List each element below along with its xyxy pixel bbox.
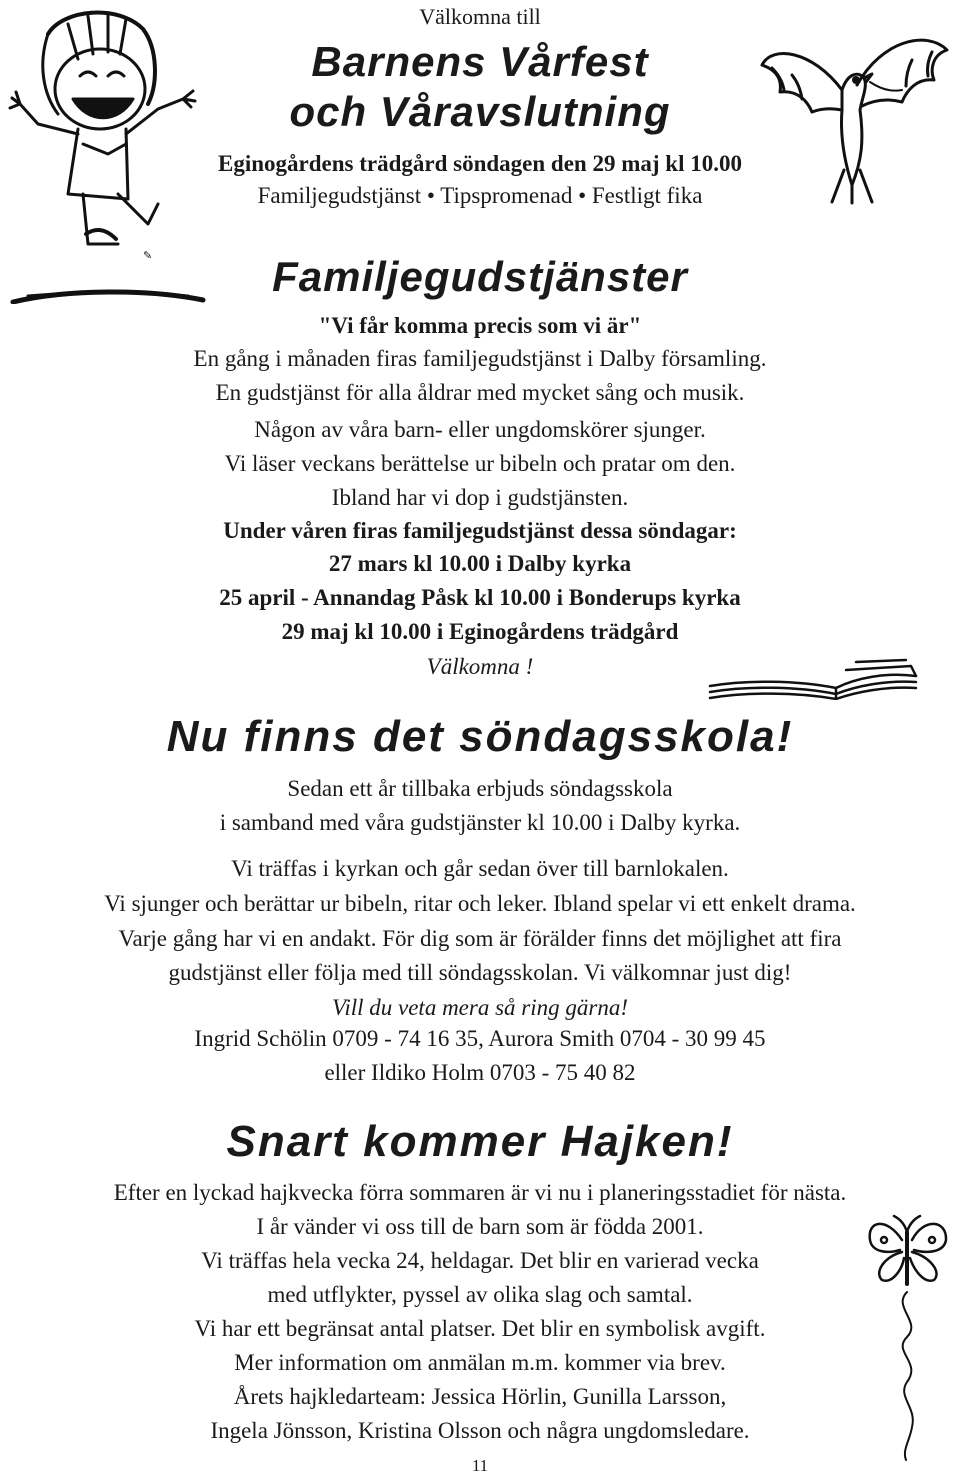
sunday-school-call-prompt: Vill du veta mera så ring gärna!	[332, 995, 628, 1020]
family-services-line: Vi läser veckans berättelse ur bibeln och pratar om den.	[224, 451, 736, 476]
family-services-line: En gudstjänst för alla åldrar med mycket sång och musik.	[215, 380, 745, 405]
family-services-closing: Välkomna !	[426, 654, 534, 679]
hajken-heading: Snart kommer Hajken!	[226, 1117, 734, 1166]
family-services-date: 29 maj kl 10.00 i Eginogårdens trädgård	[281, 619, 679, 644]
family-services-dates-intro: Under våren firas familjegudstjänst dessa söndagar:	[223, 518, 737, 543]
sunday-school-heading: Nu finns det söndagsskola!	[166, 712, 794, 761]
fest-when-where: Eginogårdens trädgård söndagen den 29 maj kl 10.00	[218, 151, 742, 176]
fest-title-line-1: Barnens Vårfest	[311, 38, 649, 85]
family-services-line: Ibland har vi dop i gudstjänsten.	[331, 485, 629, 510]
sunday-school-body-line: gudstjänst eller följa med till söndagsskolan. Vi välkomnar just dig!	[168, 960, 792, 985]
hajken-line: Vi träffas hela vecka 24, heldagar. Det blir en varierad vecka	[201, 1248, 759, 1273]
family-services-line: Någon av våra barn- eller ungdomskörer sjunger.	[254, 417, 706, 442]
fest-program: Familjegudstjänst • Tipspromenad • Festligt fika	[257, 183, 703, 208]
family-services-line: En gång i månaden firas familjegudstjänst i Dalby församling.	[193, 346, 767, 371]
hajken-line: Vi har ett begränsat antal platser. Det blir en symbolisk avgift.	[194, 1316, 766, 1341]
hajken-line: med utflykter, pyssel av olika slag och samtal.	[267, 1282, 693, 1307]
family-services-date: 27 mars kl 10.00 i Dalby kyrka	[328, 551, 632, 576]
hajken-line: Årets hajkledarteam: Jessica Hörlin, Gunilla Larsson,	[233, 1384, 727, 1409]
welcome-line: Välkomna till	[419, 4, 541, 29]
family-services-heading: Familjegudstjänster	[272, 253, 688, 300]
family-services-date: 25 april - Annandag Påsk kl 10.00 i Bonderups kyrka	[219, 585, 741, 610]
hajken-line: Ingela Jönsson, Kristina Olsson och några ungdomsledare.	[210, 1418, 750, 1443]
sunday-school-body-line: Varje gång har vi en andakt. För dig som är förälder finns det möjlighet att fira	[118, 926, 842, 951]
fest-title-line-2: och Våravslutning	[289, 88, 671, 135]
sunday-school-body-line: Vi sjunger och berättar ur bibeln, ritar och leker. Ibland spelar vi ett enkelt drama.	[104, 891, 856, 916]
sunday-school-contacts: eller Ildiko Holm 0703 - 75 40 82	[324, 1060, 636, 1085]
sunday-school-body-line: Vi träffas i kyrkan och går sedan över till barnlokalen.	[231, 856, 729, 881]
sunday-school-intro: i samband med våra gudstjänster kl 10.00 i Dalby kyrka.	[219, 810, 741, 835]
hajken-line: Efter en lyckad hajkvecka förra sommaren är vi nu i planeringsstadiet för nästa.	[113, 1180, 847, 1205]
hajken-line: I år vänder vi oss till de barn som är födda 2001.	[256, 1214, 704, 1239]
family-services-motto: "Vi får komma precis som vi är"	[318, 313, 642, 338]
sunday-school-intro: Sedan ett år tillbaka erbjuds söndagsskola	[287, 776, 673, 801]
sunday-school-contacts: Ingrid Schölin 0709 - 74 16 35, Aurora Smith 0704 - 30 99 45	[194, 1026, 766, 1051]
page-number: 11	[471, 1456, 489, 1475]
svg-text:✎: ✎	[143, 250, 153, 262]
hajken-line: Mer information om anmälan m.m. kommer via brev.	[234, 1350, 726, 1375]
